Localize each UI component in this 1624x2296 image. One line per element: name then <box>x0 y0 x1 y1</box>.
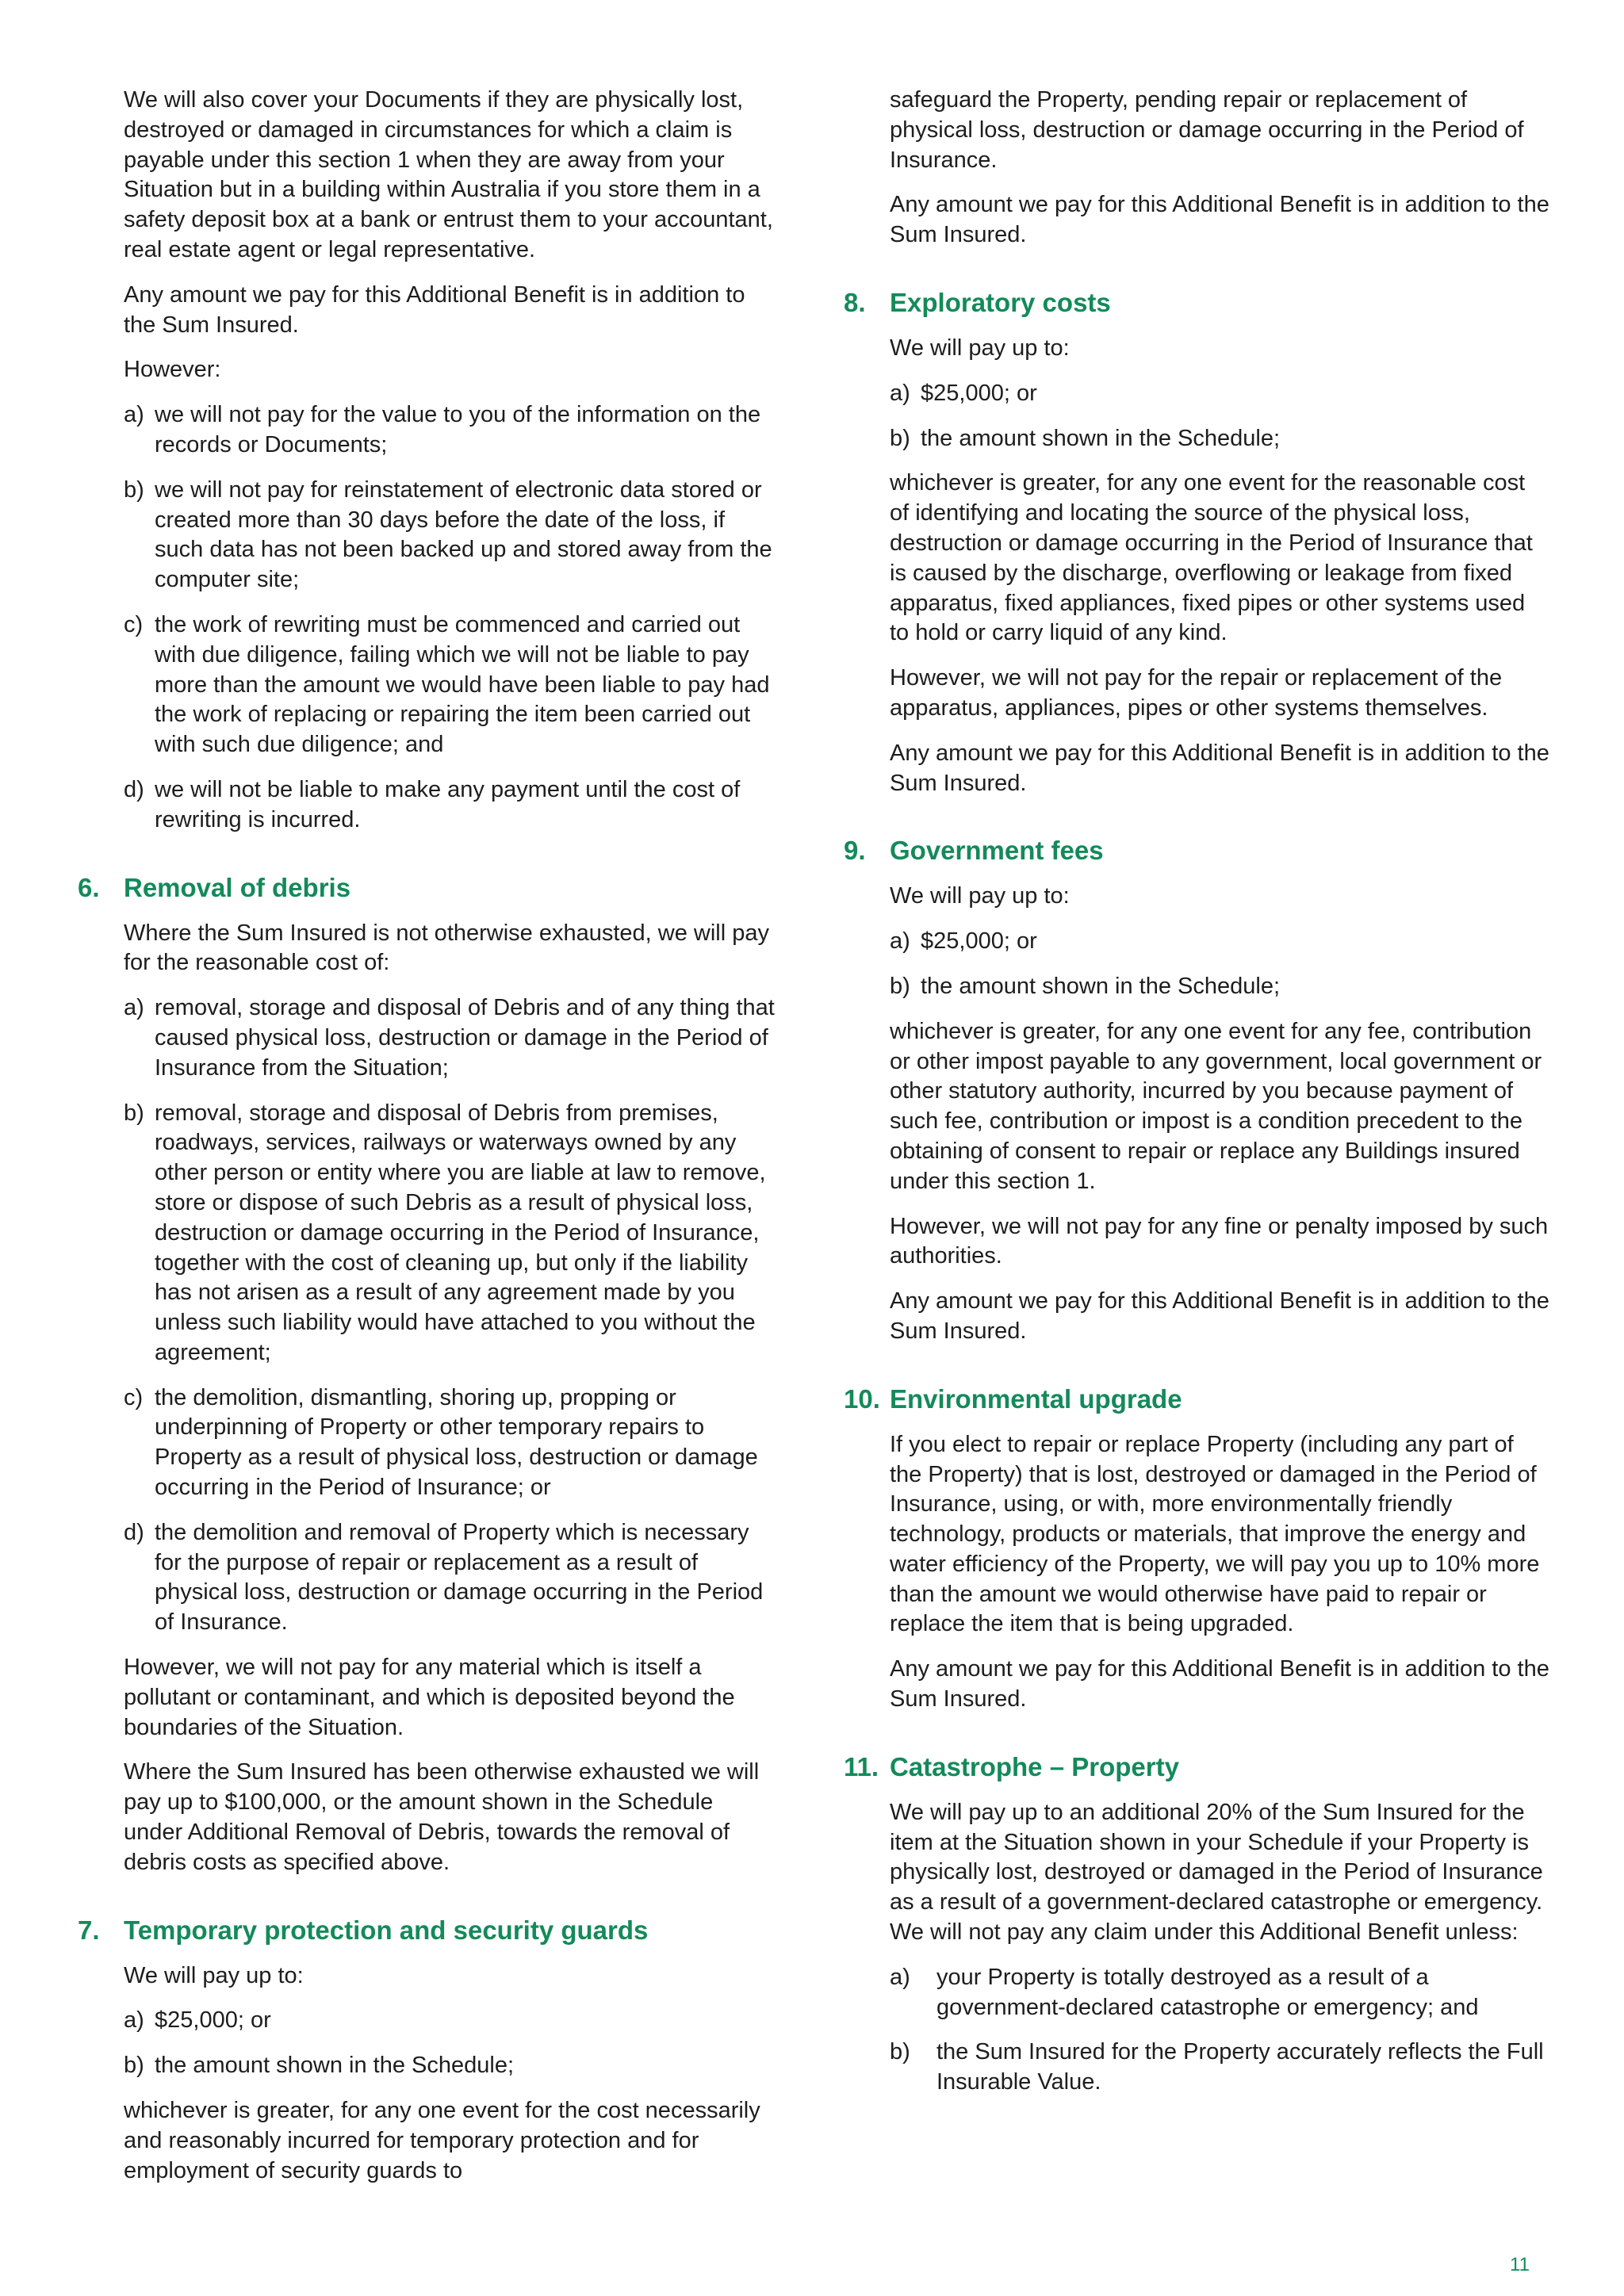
right-column <box>844 86 1549 2113</box>
paragraph: safeguard the Property, pending repair or replacement of physical loss, destruction or damage occurring in the Period of Insurance. <box>890 87 1524 173</box>
list-item <box>124 610 776 760</box>
list-item-text: your Property is totally destroyed as a result of a government-declared catastrophe or emergency; and <box>936 1964 1479 2020</box>
list-item <box>890 424 1549 454</box>
section-number: 10. <box>844 1383 880 1414</box>
paragraph: We will pay up to: <box>890 335 1070 361</box>
paragraph: Any amount we pay for this Additional Benefit is in addition to the Sum Insured. <box>890 192 1549 248</box>
list-item-text: removal, storage and disposal of Debris from premises, roadways, services, railways or waterways owned by any other person or entity where you are liable at law to remove, store or dispose of such Debris as a result of physical loss, destruction or damage occurring in the Period of Insurance, together with the cost of cleaning up, but only if the liability has not arisen as a result of any agreement made by you unless such liability would have attached to you without the agreement; <box>155 1100 766 1365</box>
section-title: Exploratory costs <box>890 287 1111 317</box>
list-item-label: a) <box>890 1964 910 1990</box>
list-item <box>124 400 776 461</box>
paragraph: We will pay up to: <box>124 1962 304 1988</box>
section-heading-catastrophe-property <box>844 1751 1549 1783</box>
section-5-continuation <box>78 86 776 836</box>
section-title: Government fees <box>890 836 1104 866</box>
list-item <box>124 1383 776 1503</box>
list-item <box>890 2038 1549 2098</box>
section-heading-government-fees <box>844 835 1549 867</box>
list-item-text: the amount shown in the Schedule; <box>921 973 1281 999</box>
section-title: Temporary protection and security guards <box>124 1915 649 1945</box>
paragraph: Any amount we pay for this Additional Benefit is in addition to the Sum Insured. <box>124 281 745 338</box>
section-heading-temporary-protection <box>78 1915 776 1946</box>
section-number: 9. <box>844 836 866 866</box>
paragraph: whichever is greater, for any one event for any fee, contribution or other impost payable to any government, local government or other statutory authority, incurred by you because payment of such fee, contribution or impost is a condition precedent to the obtaining of consent to repair or replace any Buildings insured under this section 1. <box>890 1018 1542 1194</box>
list-item-label: b) <box>890 973 910 999</box>
list-item <box>890 379 1549 409</box>
paragraph: whichever is greater, for any one event for the cost necessarily and reasonably incurred for temporary protection and for employment of security guards to <box>124 2098 760 2183</box>
paragraph: whichever is greater, for any one event for the reasonable cost of identifying and locating the source of the physical loss, destruction or damage occurring in the Period of Insurance that is caused by the discharge, overflowing or leakage from fixed apparatus, fixed appliances, fixed pipes or other systems used to hold or carry liquid of any kind. <box>890 470 1533 646</box>
section-11-body <box>844 1798 1549 2098</box>
section-number: 11. <box>844 1751 879 1781</box>
list-item-text: $25,000; or <box>155 2007 271 2034</box>
list-item <box>124 476 776 595</box>
list-item-text: we will not be liable to make any payment until the cost of rewriting is incurred. <box>155 776 741 832</box>
list-item-label: a) <box>124 402 144 428</box>
list-item-label: b) <box>124 476 144 503</box>
list-item-text: the work of rewriting must be commenced and carried out with due diligence, failing which we will not be liable to pay more than the amount we would have been liable to pay had the work of replacing or repairing the item been carried out with such due diligence; and <box>155 611 770 758</box>
list-item-label: b) <box>890 2039 910 2065</box>
paragraph: We will pay up to an additional 20% of the Sum Insured for the item at the Situation shown in your Schedule if your Property is physically lost, destroyed or damaged in the Period of Insurance as a result of a government-declared catastrophe or emergency. We will not pay any claim under this Additional Benefit unless: <box>890 1799 1543 1946</box>
section-10-body <box>844 1430 1549 1715</box>
list-item-label: a) <box>124 995 144 1021</box>
section-title: Environmental upgrade <box>890 1383 1182 1414</box>
list-item <box>124 2051 776 2081</box>
list-item <box>890 972 1549 1002</box>
section-number: 7. <box>78 1915 100 1945</box>
paragraph: Any amount we pay for this Additional Benefit is in addition to the Sum Insured. <box>890 740 1549 796</box>
section-title: Removal of debris <box>124 872 351 902</box>
paragraph: If you elect to repair or replace Property (including any part of the Property) that is lost, destroyed or damaged in the Period of Insurance, using, or with, more environmentally friendly technology, products or materials, that improve the energy and water efficiency of the Property, we will pay you up to 10% more than the amount we would otherwise have paid to repair or replace the item that is being upgraded. <box>890 1431 1540 1637</box>
paragraph: However, we will not pay for any fine or penalty imposed by such authorities. <box>890 1213 1549 1269</box>
list-item-label: a) <box>890 380 910 406</box>
list-item-label: b) <box>124 1100 144 1126</box>
paragraph: Where the Sum Insured is not otherwise exhausted, we will pay for the reasonable cost of: <box>124 920 770 976</box>
section-number: 8. <box>844 287 866 317</box>
section-9-body <box>844 882 1549 1346</box>
paragraph: However, we will not pay for the repair or replacement of the apparatus, appliances, pipes or other systems themselves. <box>890 665 1503 721</box>
list-item-label: b) <box>124 2053 144 2079</box>
section-6-body <box>78 919 776 1878</box>
list-item <box>890 1963 1549 2023</box>
paragraph: However, we will not pay for any material which is itself a pollutant or contaminant, and which is deposited beyond the boundaries of the Situation. <box>124 1655 735 1740</box>
section-heading-removal-of-debris <box>78 872 776 904</box>
list-item-text: $25,000; or <box>921 928 1037 955</box>
paragraph: We will pay up to: <box>890 883 1070 909</box>
section-7-continuation <box>844 86 1549 251</box>
list-item-text: the Sum Insured for the Property accurately reflects the Full Insurable Value. <box>936 2039 1544 2095</box>
list-item-text: we will not pay for reinstatement of electronic data stored or created more than 30 days before the date of the loss, if such data has not been backed up and stored away from the computer site; <box>155 476 772 593</box>
section-heading-environmental-upgrade <box>844 1383 1549 1415</box>
paragraph: We will also cover your Documents if they are physically lost, destroyed or damaged in circumstances for which a claim is payable under this section 1 when they are away from your Situation but in a building within Australia if you store them in a safety deposit box at a bank or entrust them to your accountant, real estate agent or legal representative. <box>124 87 773 262</box>
list-item-label: d) <box>124 1519 144 1545</box>
paragraph: Where the Sum Insured has been otherwise exhausted we will pay up to $100,000, or the amount shown in the Schedule under Additional Removal of Debris, towards the removal of debris costs as specified above. <box>124 1759 760 1875</box>
list-item-label: c) <box>124 611 144 637</box>
list-item-text: the demolition and removal of Property which is necessary for the purpose of repair or replacement as a result of physical loss, destruction or damage occurring in the Period of Insurance. <box>155 1519 764 1636</box>
section-heading-exploratory-costs <box>844 287 1549 319</box>
paragraph: Any amount we pay for this Additional Benefit is in addition to the Sum Insured. <box>890 1288 1549 1344</box>
list-item <box>124 1099 776 1368</box>
paragraph: Any amount we pay for this Additional Benefit is in addition to the Sum Insured. <box>890 1656 1549 1712</box>
list-item <box>124 1518 776 1638</box>
list-item-text: the amount shown in the Schedule; <box>921 425 1281 451</box>
list-item-text: the demolition, dismantling, shoring up, propping or underpinning of Property or other temporary repairs to Property as a result of physical loss, destruction or damage occurring in the Period of Insurance; or <box>155 1384 758 1501</box>
list-item-text: the amount shown in the Schedule; <box>155 2053 515 2079</box>
list-item-label: a) <box>124 2007 144 2034</box>
paragraph: However: <box>124 357 221 383</box>
section-title: Catastrophe – Property <box>890 1751 1179 1781</box>
list-item <box>124 775 776 836</box>
list-item <box>890 927 1549 957</box>
section-7-body <box>78 1961 776 2187</box>
list-item <box>124 2006 776 2036</box>
list-item-label: c) <box>124 1384 144 1410</box>
list-item-label: a) <box>890 928 910 955</box>
page-number: 11 <box>1510 2254 1530 2275</box>
list-item <box>124 993 776 1083</box>
section-number: 6. <box>78 872 100 902</box>
list-item-text: we will not pay for the value to you of the information on the records or Documents; <box>155 402 761 457</box>
section-8-body <box>844 334 1549 798</box>
left-column <box>78 86 776 2201</box>
list-item-label: b) <box>890 425 910 451</box>
list-item-text: removal, storage and disposal of Debris and of any thing that caused physical loss, destruction or damage in the Period of Insurance from the Situation; <box>155 995 775 1081</box>
list-item-label: d) <box>124 776 144 802</box>
list-item-text: $25,000; or <box>921 380 1037 406</box>
